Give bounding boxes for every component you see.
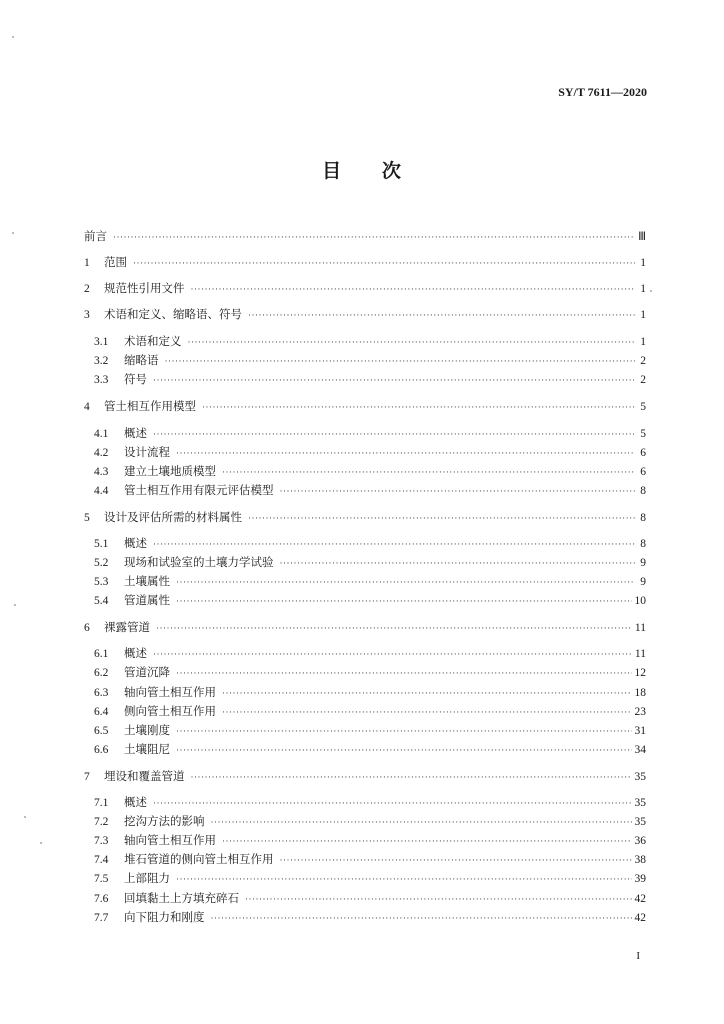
toc-leader-dots	[176, 874, 632, 884]
toc-entry-number: 4	[84, 401, 90, 413]
toc-entry-page: 6	[640, 466, 646, 478]
toc-entry-label: 埋设和覆盖管道	[104, 769, 185, 783]
toc-entry-page: 11	[634, 648, 646, 660]
toc-entry[interactable]	[94, 870, 646, 886]
toc-entry-page: 5	[640, 428, 646, 440]
toc-entry-number: 7.3	[94, 835, 109, 847]
toc-entry[interactable]	[94, 333, 646, 349]
toc-leader-dots	[280, 558, 636, 568]
toc-entry-label: 轴向管土相互作用	[124, 833, 216, 847]
toc-entry-label: 土壤刚度	[124, 723, 170, 737]
toc-entry-label: 管土相互作用有限元评估模型	[124, 483, 274, 497]
toc-entry[interactable]	[84, 306, 646, 322]
toc-entry-page: 5	[640, 401, 646, 413]
toc-entry-label: 规范性引用文件	[104, 281, 185, 295]
toc-entry-label: 前言	[84, 229, 107, 243]
toc-entry-page: 2	[640, 355, 646, 367]
toc-entry-page: 2	[640, 374, 646, 386]
toc-leader-dots	[222, 688, 632, 698]
toc-entry-page: 12	[634, 667, 646, 679]
toc-entry-label: 现场和试验室的土壤力学试验	[124, 555, 274, 569]
toc-entry-label: 土壤阻尼	[124, 742, 170, 756]
toc-leader-dots	[188, 337, 636, 347]
toc-leader-dots	[222, 836, 632, 846]
toc-entry[interactable]	[94, 535, 646, 551]
toc-entry-page: 1	[640, 257, 646, 269]
toc-entry-page: 8	[640, 538, 646, 550]
toc-entry[interactable]	[94, 890, 646, 906]
toc-entry-page: 34	[634, 744, 646, 756]
toc-leader-dots	[222, 467, 635, 477]
toc-entry-page: 23	[634, 706, 646, 718]
toc-entry[interactable]	[94, 851, 646, 867]
toc-entry-page: 18	[634, 687, 646, 699]
toc-entry[interactable]	[94, 371, 646, 387]
toc-entry-label: 范围	[104, 255, 127, 269]
toc-entry[interactable]	[94, 741, 646, 757]
toc-entry-page: 42	[634, 893, 646, 905]
toc-entry[interactable]	[94, 592, 646, 608]
toc-leader-dots	[176, 726, 632, 736]
toc-entry-label: 土壤属性	[124, 574, 170, 588]
toc-entry-number: 6.1	[94, 648, 109, 660]
toc-entry[interactable]	[94, 482, 646, 498]
toc-entry-number: 7.5	[94, 873, 109, 885]
toc-entry-number: 4.1	[94, 428, 109, 440]
toc-entry-page: 8	[640, 485, 646, 497]
toc-entry-label: 上部阻力	[124, 871, 170, 885]
toc-entry-label: 概述	[124, 536, 147, 550]
toc-entry-label: 回填黏土上方填充碎石	[124, 891, 239, 905]
toc-leader-dots	[165, 356, 636, 366]
toc-entry[interactable]	[94, 444, 646, 460]
toc-entry-page: 1	[640, 336, 646, 348]
toc-entry-label: 设计流程	[124, 445, 170, 459]
toc-entry-number: 2	[84, 283, 90, 295]
toc-entry-number: 5	[84, 512, 90, 524]
toc-leader-dots	[153, 429, 635, 439]
toc-entry-page: 1	[640, 283, 646, 295]
toc-leader-dots	[133, 258, 635, 268]
toc-entry-label: 管土相互作用模型	[104, 399, 196, 413]
toc-entry-label: 堆石管道的侧向管土相互作用	[124, 852, 274, 866]
toc-entry-page: 35	[634, 771, 646, 783]
toc-leader-dots	[153, 539, 635, 549]
toc-entry-label: 术语和定义	[124, 334, 182, 348]
toc-entry-page: 8	[640, 512, 646, 524]
toc-entry[interactable]	[94, 573, 646, 589]
toc-entry-number: 4.2	[94, 447, 109, 459]
toc-entry[interactable]	[84, 398, 646, 414]
toc-leader-dots	[153, 798, 632, 808]
toc-entry[interactable]	[84, 768, 646, 784]
toc-leader-dots	[280, 486, 636, 496]
toc-entry-label: 建立土壤地质模型	[124, 464, 216, 478]
toc-entry-page: 42	[634, 912, 646, 924]
toc-leader-dots	[248, 513, 635, 523]
toc-entry-number: 7.4	[94, 854, 109, 866]
toc-entry-label: 设计及评估所需的材料属性	[104, 510, 242, 524]
toc-entry[interactable]	[94, 352, 646, 368]
toc-entry-page: 9	[640, 576, 646, 588]
toc-entry[interactable]	[94, 909, 646, 925]
toc-entry[interactable]	[84, 254, 646, 270]
toc-entry-label: 术语和定义、缩略语、符号	[104, 307, 242, 321]
toc-entry-number: 7.6	[94, 893, 109, 905]
standard-code: SY/T 7611—2020	[558, 85, 647, 99]
toc-entry-number: 6.2	[94, 667, 109, 679]
toc-leader-dots	[191, 772, 632, 782]
toc-entry-number: 6.4	[94, 706, 109, 718]
toc-leader-dots	[176, 596, 632, 606]
toc-leader-dots	[211, 817, 632, 827]
toc-entry-number: 7.1	[94, 797, 109, 809]
toc-entry-number: 6	[84, 622, 90, 634]
toc-entry-label: 侧向管土相互作用	[124, 704, 216, 718]
toc-entry[interactable]	[94, 425, 646, 441]
toc-entry-label: 挖沟方法的影响	[124, 814, 205, 828]
toc-entry[interactable]	[84, 619, 646, 635]
toc-entry-number: 7.2	[94, 816, 109, 828]
toc-entry-number: 6.5	[94, 725, 109, 737]
toc-entry-number: 4.3	[94, 466, 109, 478]
toc-entry-label: 符号	[124, 372, 147, 386]
toc-entry-page: Ⅲ	[638, 231, 646, 243]
toc-entry-label: 轴向管土相互作用	[124, 685, 216, 699]
toc-entry-page: 1	[640, 309, 646, 321]
toc-leader-dots	[113, 232, 635, 242]
toc-entry-page: 31	[634, 725, 646, 737]
toc-entry-number: 1	[84, 257, 90, 269]
toc-entry[interactable]	[94, 813, 646, 829]
toc-entry-page: 39	[634, 873, 646, 885]
toc-leader-dots	[191, 284, 636, 294]
toc-entry[interactable]	[94, 794, 646, 810]
toc-entry-number: 6.3	[94, 687, 109, 699]
title-char-1: 目	[322, 160, 343, 182]
toc-entry-number: 3.2	[94, 355, 109, 367]
toc-entry-number: 5.2	[94, 557, 109, 569]
toc-entry[interactable]	[94, 832, 646, 848]
toc-entry-label: 管道沉降	[124, 665, 170, 679]
toc-leader-dots	[211, 913, 632, 923]
toc-leader-dots	[248, 310, 635, 320]
toc-leader-dots	[280, 855, 632, 865]
toc-entry-page: 36	[634, 835, 646, 847]
toc-entry-page: 6	[640, 447, 646, 459]
toc-leader-dots	[245, 894, 632, 904]
toc-entry[interactable]	[84, 509, 646, 525]
toc-entry-page: 35	[634, 797, 646, 809]
toc-entry-number: 3	[84, 309, 90, 321]
toc-entry[interactable]	[94, 703, 646, 719]
toc-entry-label: 裸露管道	[104, 620, 150, 634]
toc-entry-page: 11	[634, 622, 646, 634]
toc-leader-dots	[176, 448, 635, 458]
toc-entry-label: 概述	[124, 646, 147, 660]
toc-leader-dots	[176, 577, 635, 587]
toc-entry[interactable]	[84, 280, 646, 296]
toc-entry-page: 9	[640, 557, 646, 569]
toc-leader-dots	[202, 402, 635, 412]
toc-entry[interactable]	[94, 684, 646, 700]
toc-entry-page: 35	[634, 816, 646, 828]
toc-entry[interactable]	[94, 722, 646, 738]
toc-leader-dots	[176, 668, 632, 678]
toc-entry-label: 概述	[124, 795, 147, 809]
toc-leader-dots	[153, 649, 632, 659]
toc-leader-dots	[176, 745, 632, 755]
toc-entry[interactable]	[94, 645, 646, 661]
toc-entry-label: 向下阻力和刚度	[124, 910, 205, 924]
toc-entry-number: 5.3	[94, 576, 109, 588]
page-number: I	[636, 950, 640, 962]
toc-entry-number: 4.4	[94, 485, 109, 497]
toc-entry-page: 38	[634, 854, 646, 866]
toc-entry-label: 缩略语	[124, 353, 159, 367]
toc-entry-number: 5.1	[94, 538, 109, 550]
title-char-2: 次	[381, 160, 402, 182]
toc-entry[interactable]	[94, 554, 646, 570]
toc-leader-dots	[156, 623, 632, 633]
toc-entry-number: 5.4	[94, 595, 109, 607]
toc-leader-dots	[153, 375, 635, 385]
toc-entry-label: 管道属性	[124, 593, 170, 607]
toc-entry-label: 概述	[124, 426, 147, 440]
toc-entry-number: 7	[84, 771, 90, 783]
toc-entry[interactable]	[84, 228, 646, 244]
toc-entry-number: 3.3	[94, 374, 109, 386]
toc-leader-dots	[222, 707, 632, 717]
toc-entry-number: 3.1	[94, 336, 109, 348]
toc-entry-page: 10	[634, 595, 646, 607]
toc-entry-number: 6.6	[94, 744, 109, 756]
toc-entry[interactable]	[94, 463, 646, 479]
toc-entry[interactable]	[94, 664, 646, 680]
page-title	[0, 156, 724, 183]
toc-entry-number: 7.7	[94, 912, 109, 924]
